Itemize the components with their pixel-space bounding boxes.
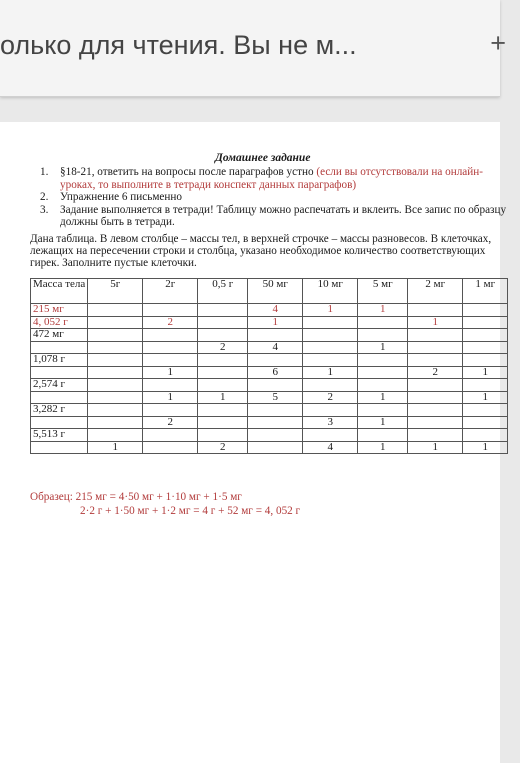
table-row	[31, 304, 508, 317]
count-cell	[248, 416, 303, 429]
count-cell: 2	[143, 416, 198, 429]
count-cell	[408, 404, 463, 417]
count-cell	[198, 304, 248, 317]
table-header-row	[31, 279, 508, 304]
mass-cell: 1,078 г	[31, 354, 88, 367]
count-cell: 3	[303, 416, 358, 429]
mass-cell: 2,574 г	[31, 379, 88, 392]
count-cell	[198, 404, 248, 417]
count-cell	[303, 316, 358, 329]
count-cell	[463, 329, 508, 342]
weights-table	[30, 278, 508, 454]
count-cell	[88, 404, 143, 417]
count-cell	[358, 316, 408, 329]
count-cell: 1	[358, 304, 408, 317]
mass-cell: 215 мг	[31, 304, 88, 317]
mass-cell	[31, 341, 88, 354]
table-row	[31, 341, 508, 354]
column-header: 0,5 г	[198, 279, 248, 304]
count-cell: 1	[358, 341, 408, 354]
count-cell	[248, 379, 303, 392]
count-cell	[408, 304, 463, 317]
count-cell	[303, 379, 358, 392]
count-cell	[248, 329, 303, 342]
count-cell	[88, 329, 143, 342]
count-cell	[88, 366, 143, 379]
count-cell: 2	[198, 441, 248, 454]
count-cell	[408, 354, 463, 367]
column-header: 50 мг	[248, 279, 303, 304]
table-row	[31, 429, 508, 442]
count-cell	[358, 366, 408, 379]
task-item-2: 2. Упражнение 6 письменно	[40, 191, 182, 203]
count-cell: 1	[463, 366, 508, 379]
count-cell: 1	[463, 391, 508, 404]
count-cell: 1	[463, 441, 508, 454]
count-cell: 1	[358, 416, 408, 429]
count-cell	[88, 354, 143, 367]
count-cell	[143, 404, 198, 417]
task-item-1: 1. §18-21, ответить на вопросы после параграфов устно (если вы отсутствовали на онлайн-уроках, то выполните в тетради конспект данных параграфов)	[40, 166, 483, 191]
table-row	[31, 316, 508, 329]
task-item-3: 3. Задание выполняется в тетради! Таблицу можно распечатать и вклеить. Все запис по образцу должны быть в тетради.	[40, 203, 507, 228]
count-cell	[88, 304, 143, 317]
task-note: (если вы отсутствовали на онлайн-уроках, то выполните в тетради конспект данных параграфов)	[60, 166, 483, 191]
count-cell	[303, 429, 358, 442]
mass-cell: 472 мг	[31, 329, 88, 342]
sample-line-1: Образец: 215 мг = 4·50 мг + 1·10 мг + 1·5 мг	[30, 491, 242, 503]
table-row	[31, 404, 508, 417]
count-cell: 1	[408, 441, 463, 454]
column-header: Масса тела	[31, 279, 88, 304]
count-cell	[198, 329, 248, 342]
mass-cell: 4, 052 г	[31, 316, 88, 329]
column-header: 5 мг	[358, 279, 408, 304]
sample-solution	[30, 490, 300, 518]
count-cell: 1	[248, 316, 303, 329]
count-cell	[303, 354, 358, 367]
table-row	[31, 379, 508, 392]
count-cell: 1	[143, 366, 198, 379]
count-cell	[88, 429, 143, 442]
document-page	[0, 122, 507, 763]
count-cell: 1	[303, 304, 358, 317]
count-cell	[358, 354, 408, 367]
count-cell	[88, 341, 143, 354]
count-cell	[143, 304, 198, 317]
count-cell: 2	[303, 391, 358, 404]
column-header: 1 мг	[463, 279, 508, 304]
count-cell	[408, 391, 463, 404]
column-header: 2 мг	[408, 279, 463, 304]
count-cell: 2	[198, 341, 248, 354]
count-cell	[408, 379, 463, 392]
count-cell	[463, 316, 508, 329]
count-cell: 1	[303, 366, 358, 379]
mass-cell: 3,282 г	[31, 404, 88, 417]
count-cell	[88, 379, 143, 392]
count-cell: 2	[408, 366, 463, 379]
count-cell	[463, 429, 508, 442]
count-cell: 1	[408, 316, 463, 329]
count-cell	[303, 341, 358, 354]
count-cell	[88, 316, 143, 329]
count-cell	[88, 416, 143, 429]
count-cell	[143, 329, 198, 342]
table-row	[31, 416, 508, 429]
count-cell	[463, 354, 508, 367]
mass-cell	[31, 441, 88, 454]
count-cell	[303, 329, 358, 342]
count-cell: 4	[248, 341, 303, 354]
count-cell	[408, 416, 463, 429]
mass-cell	[31, 416, 88, 429]
count-cell	[198, 416, 248, 429]
table-row	[31, 329, 508, 342]
count-cell	[248, 404, 303, 417]
count-cell	[143, 341, 198, 354]
count-cell	[248, 354, 303, 367]
count-cell	[463, 379, 508, 392]
count-cell: 1	[358, 441, 408, 454]
count-cell	[303, 404, 358, 417]
mass-cell: 5,513 г	[31, 429, 88, 442]
count-cell	[198, 354, 248, 367]
count-cell	[463, 341, 508, 354]
task-text: §18-21, ответить на вопросы после параграфов устно	[60, 166, 317, 178]
count-cell: 1	[143, 391, 198, 404]
count-cell	[143, 441, 198, 454]
count-cell	[358, 329, 408, 342]
column-header: 10 мг	[303, 279, 358, 304]
task-list	[40, 166, 510, 229]
count-cell	[143, 429, 198, 442]
count-cell	[143, 354, 198, 367]
task-description: Дана таблица. В левом столбце – массы тел, в верхней строчке – массы разновесов. В клеточках, лежащих на пересечении строки и столбца, указано необходимое количество соответствующих гирек. Заполните пустые клеточки.	[30, 233, 492, 269]
column-header: 5г	[88, 279, 143, 304]
count-cell	[198, 316, 248, 329]
count-cell	[143, 379, 198, 392]
count-cell	[408, 429, 463, 442]
count-cell: 5	[248, 391, 303, 404]
read-only-message: олько для чтения. Вы не м...	[0, 30, 357, 60]
count-cell	[248, 429, 303, 442]
table-row	[31, 366, 508, 379]
table-row	[31, 391, 508, 404]
count-cell	[463, 416, 508, 429]
count-cell: 4	[248, 304, 303, 317]
count-cell	[198, 429, 248, 442]
count-cell: 1	[358, 391, 408, 404]
count-cell	[463, 404, 508, 417]
count-cell	[408, 341, 463, 354]
count-cell: 1	[198, 391, 248, 404]
banner-action-icon[interactable]: +	[490, 28, 506, 58]
column-header: 2г	[143, 279, 198, 304]
homework-title: Домашнее задание	[215, 152, 311, 164]
count-cell: 1	[88, 441, 143, 454]
count-cell: 6	[248, 366, 303, 379]
count-cell	[408, 329, 463, 342]
count-cell	[88, 391, 143, 404]
count-cell	[248, 441, 303, 454]
count-cell	[358, 379, 408, 392]
count-cell	[198, 366, 248, 379]
mass-cell	[31, 391, 88, 404]
count-cell	[358, 429, 408, 442]
table-row	[31, 354, 508, 367]
table-row	[31, 441, 508, 454]
task-text: Задание выполняется в тетради! Таблицу можно распечатать и вклеить. Все запис по образцу должны быть в тетради.	[60, 203, 507, 228]
read-only-banner	[0, 0, 506, 97]
task-text: Упражнение 6 письменно	[60, 191, 182, 203]
count-cell	[358, 404, 408, 417]
count-cell: 2	[143, 316, 198, 329]
count-cell	[463, 304, 508, 317]
mass-cell	[31, 366, 88, 379]
count-cell: 4	[303, 441, 358, 454]
sample-line-2: 2·2 г + 1·50 мг + 1·2 мг = 4 г + 52 мг = 4, 052 г	[80, 505, 301, 517]
count-cell	[198, 379, 248, 392]
